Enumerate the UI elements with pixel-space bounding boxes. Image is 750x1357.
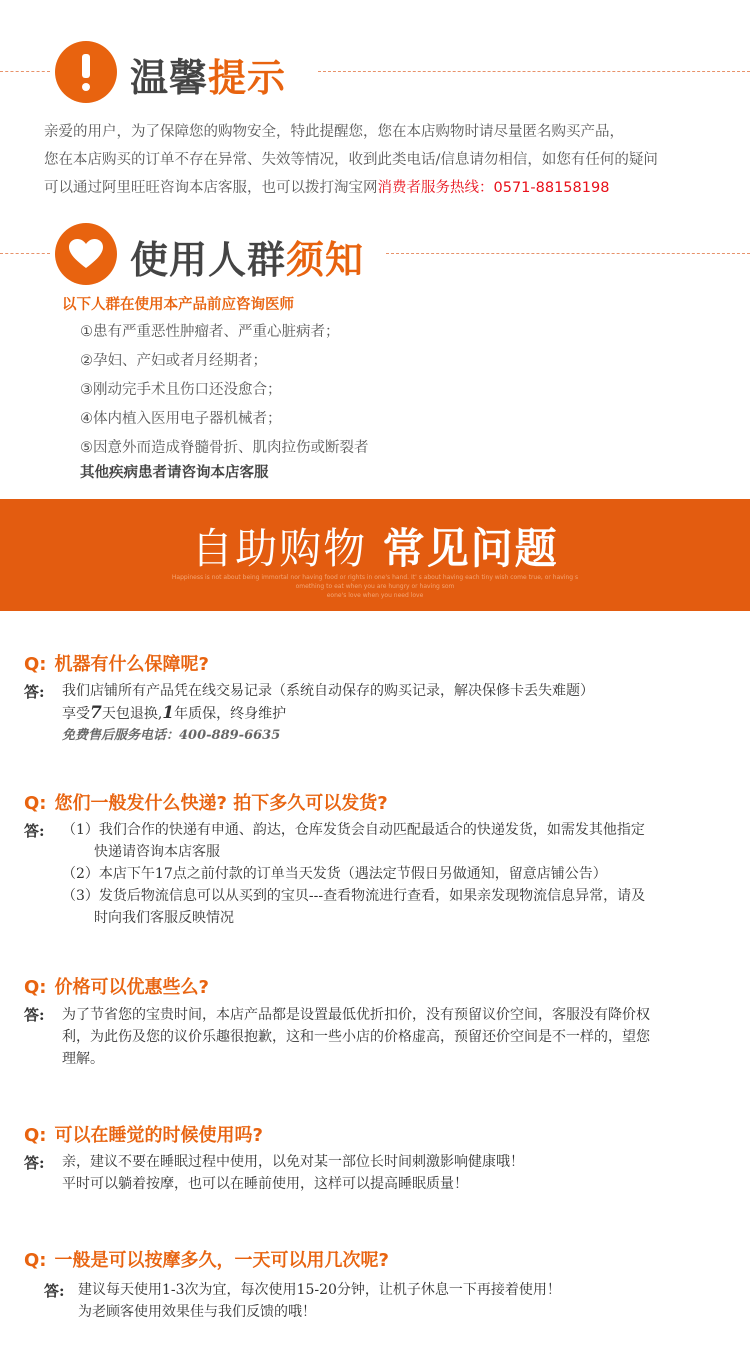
header-divider-left [0, 71, 50, 72]
answer-label: 答: [24, 1006, 45, 1024]
crowd-lead: 以下人群在使用本产品前应咨询医师 [62, 297, 294, 313]
answer-label: 答: [24, 683, 45, 701]
faq-question: Q: 价格可以优惠些么? [24, 977, 209, 998]
faq-banner [0, 499, 750, 611]
list-item: ⑤因意外而造成脊髓骨折、肌肉拉伤或断裂者 [80, 440, 369, 456]
crowd-title: 使用人群须知 [130, 238, 365, 282]
exclamation-icon [55, 41, 117, 103]
faq-question: Q: 您们一般发什么快递? 拍下多久可以发货? [24, 793, 388, 814]
answer-label: 答: [44, 1282, 65, 1300]
warm-tip-line: 可以通过阿里旺旺咨询本店客服，也可以拨打淘宝网消费者服务热线：0571-88158198 [44, 180, 610, 196]
answer-label: 答: [24, 822, 45, 840]
answer-label: 答: [24, 1154, 45, 1172]
heart-icon [55, 223, 117, 285]
faq-question: Q: 可以在睡觉的时候使用吗? [24, 1125, 263, 1146]
warm-tip-title: 温馨提示 [130, 56, 287, 100]
list-item: ②孕妇、产妇或者月经期者； [80, 353, 267, 369]
header-divider-right [318, 71, 750, 72]
warm-tip-text [44, 118, 734, 202]
warm-tip-line: 亲爱的用户，为了保障您的购物安全，特此提醒您，您在本店购物时请尽量匿名购买产品， [44, 124, 624, 140]
faq-answer: 亲，建议不要在睡眠过程中使用，以免对某一部位长时间刺激影响健康哦！ 平时可以躺着按摩，也可以在睡前使用，这样可以提高睡眠质量！ [62, 1154, 524, 1192]
header-divider-right [386, 253, 750, 254]
banner-title: 自助购物 常见问题 [191, 524, 559, 573]
banner-subtitle: Happiness is not about being immortal nor having food or rights in one's hand. It' s about having each tiny wish come true, or having s omething to eat when you are hungry or having som eone's love when you need love [171, 574, 579, 599]
crowd-header [0, 219, 750, 289]
list-item: ④体内植入医用电子器机械者； [80, 411, 282, 427]
crowd-list [80, 318, 369, 463]
warm-tip-line: 您在本店购买的订单不存在异常、失效等情况，收到此类电话/信息请勿相信，如您有任何的疑问 [44, 152, 658, 168]
faq-answer: 建议每天使用1-3次为宜，每次使用15-20分钟，让机子休息一下再接着使用！ 为老顾客使用效果佳与我们反馈的哦！ [78, 1282, 561, 1320]
warm-tip-header [0, 37, 750, 107]
hotline-text: 消费者服务热线：0571-88158198 [377, 180, 610, 196]
faq-answer: 为了节省您的宝贵时间，本店产品都是设置最低优折扣价，没有预留议价空间，客服没有降价权 利，为此伤及您的议价乐趣很抱歉，这和一些小店的价格虚高，预留还价空间是不一样的，望您 理解。 [62, 1007, 650, 1067]
list-item: ③刚动完手术且伤口还没愈合； [80, 382, 282, 398]
crowd-footer: 其他疾病患者请咨询本店客服 [80, 465, 269, 481]
service-phone: 免费售后服务电话：400-889-6635 [62, 728, 281, 743]
header-divider-left [0, 253, 50, 254]
list-item: ①患有严重恶性肿瘤者、严重心脏病者； [80, 324, 340, 340]
faq-question: Q: 机器有什么保障呢? [24, 654, 209, 675]
faq-answer: 我们店铺所有产品凭在线交易记录（系统自动保存的购买记录，解决保修卡丢失难题） 享受7天包退换,1年质保，终身维护 免费售后服务电话：400-889-6635 [62, 680, 594, 747]
faq-answer: （1）我们合作的快递有申通、韵达，仓库发货会自动匹配最适合的快递发货，如需发其他指定 快递请咨询本店客服 （2）本店下午17点之前付款的订单当天发货（遇法定节假日另做通知，留意店铺公告） （3）发货后物流信息可以从买到的宝贝---查看物流进行查看，如果亲发现物流信息异常，请及 时向我们客服反映情况 [62, 822, 646, 926]
faq-question: Q: 一般是可以按摩多久，一天可以用几次呢? [24, 1250, 389, 1271]
